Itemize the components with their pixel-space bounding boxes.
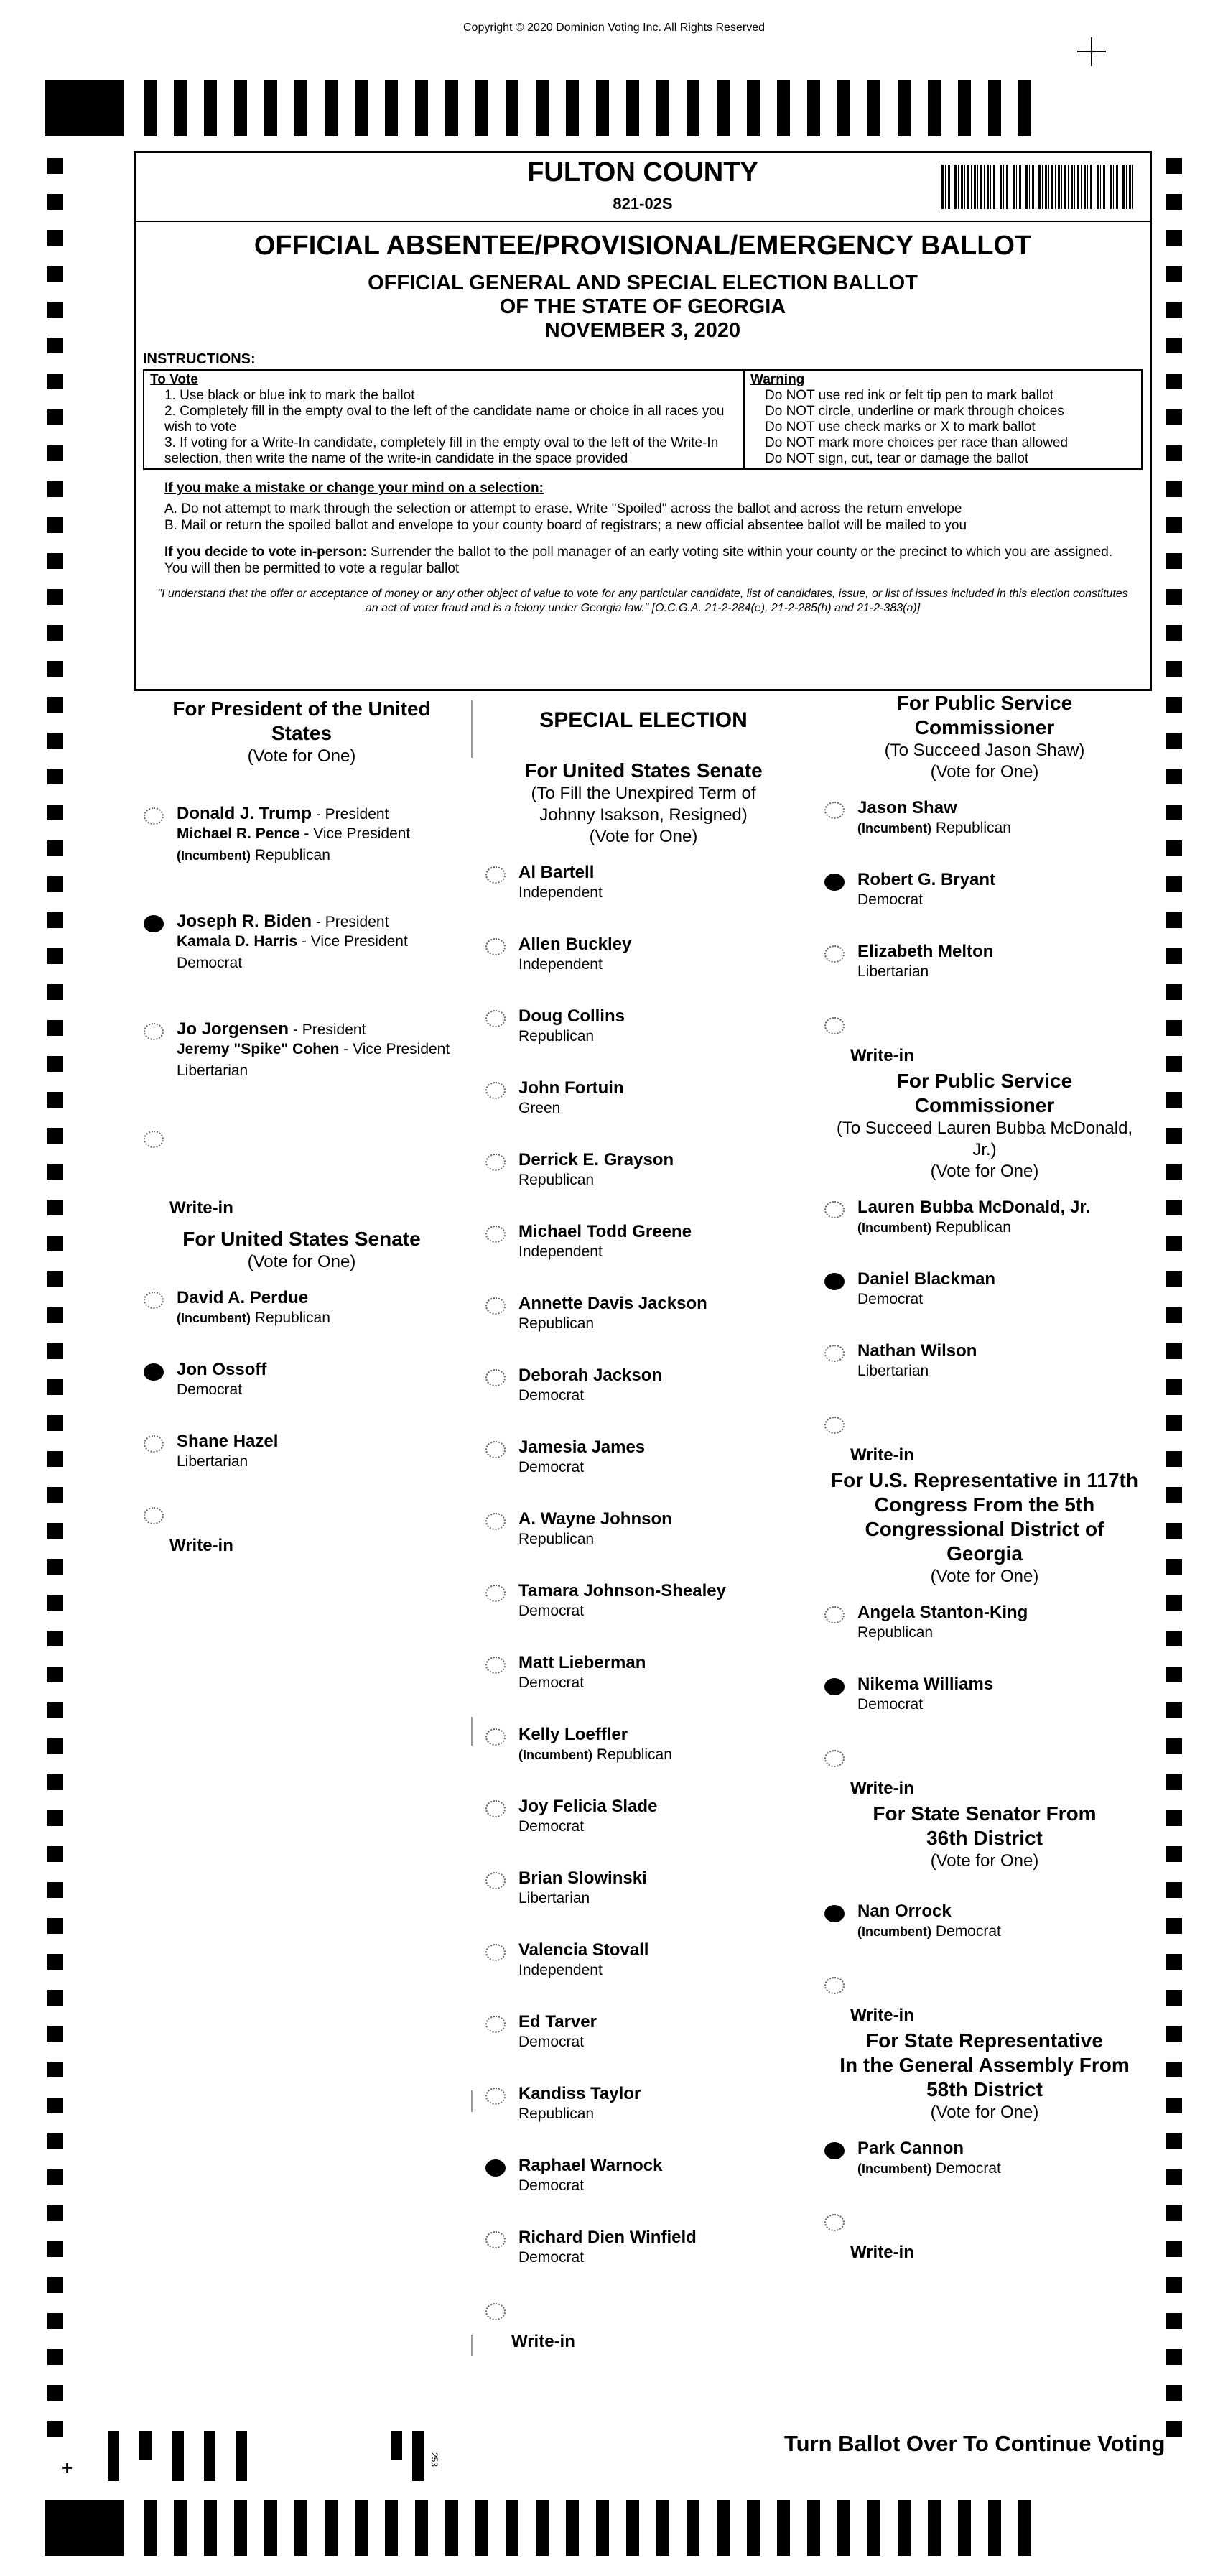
candidate-row[interactable]: Elizabeth Melton Libertarian (824, 940, 1145, 1011)
candidate-row[interactable]: Nikema Williams Democrat (824, 1672, 1145, 1744)
candidate-party: Independent (518, 1243, 603, 1260)
psc2-race-header (824, 1069, 1145, 1182)
candidate-row[interactable]: Jo Jorgensen - President Jeremy "Spike" Cohen - Vice President Libertarian (144, 1017, 460, 1125)
candidate-row[interactable]: Nan Orrock (Incumbent) Democrat (824, 1899, 1145, 1971)
to-vote-step: 1. Use black or blue ink to mark the ballot (164, 388, 415, 403)
writein-row[interactable] (824, 1011, 1145, 1069)
candidate-party: Democrat (518, 2249, 585, 2266)
candidate-name: Al Bartell (518, 863, 595, 882)
writein-label: Write-in (850, 2243, 914, 2262)
vote-oval-filled[interactable] (144, 1363, 164, 1381)
candidate-row[interactable] (485, 1651, 801, 1723)
candidate-name: John Fortuin (518, 1078, 624, 1098)
writein-label: Write-in (850, 1046, 914, 1065)
middle-column (485, 691, 801, 2369)
candidate-name: Elizabeth Melton (857, 942, 994, 961)
candidate-name: Nathan Wilson (857, 1341, 977, 1361)
candidate-row[interactable]: Lauren Bubba McDonald, Jr. (Incumbent) Republican (824, 1195, 1145, 1267)
candidate-row[interactable] (485, 1866, 801, 1938)
candidate-name: Daniel Blackman (857, 1269, 996, 1289)
vote-oval[interactable] (485, 1082, 506, 1099)
candidate-party: Republican (518, 2105, 595, 2122)
candidate-name: Joy Felicia Slade (518, 1797, 658, 1816)
candidate-row[interactable]: Daniel Blackman Democrat (824, 1267, 1145, 1339)
vote-oval[interactable] (144, 1131, 164, 1148)
candidate-name: Kandiss Taylor (518, 2084, 641, 2103)
candidate-name: Nan Orrock (857, 1901, 952, 1921)
vote-oval-filled[interactable] (824, 1273, 845, 1290)
vote-oval[interactable] (485, 1226, 506, 1243)
race-vote-for: (Vote for One) (589, 827, 698, 846)
candidate-row[interactable] (485, 1579, 801, 1651)
candidate-name: David A. Perdue (177, 1288, 309, 1307)
vote-oval[interactable] (485, 1154, 506, 1171)
turn-ballot-over-text: Turn Ballot Over To Continue Voting (784, 2431, 1166, 2456)
candidate-name: Deborah Jackson (518, 1366, 663, 1385)
candidate-name: Joseph R. Biden - President (177, 912, 389, 931)
candidate-name: Matt Lieberman (518, 1653, 646, 1672)
state-rep-race-header (824, 2029, 1145, 2123)
warning-item: Do NOT use red ink or felt tip pen to mark ballot (765, 388, 1053, 403)
legal-notice: "I understand that the offer or acceptance of money or any other object of value to vote for any particular candidate, list of candidates, issue, or list of issues included in this election constitutes an act of voter fraud and is a felony under Georgia law." [O.C.G.A. 21-2-284(e), 21-2-285(h) and 21-2-383(a)] (157, 588, 1128, 614)
candidate-name: Jon Ossoff (177, 1360, 267, 1379)
race-vote-for: (Vote for One) (930, 1567, 1039, 1586)
race-title: Commissioner (914, 716, 1055, 738)
race-subtitle: (To Fill the Unexpired Term of (531, 784, 756, 803)
writein-label: Write-in (850, 2006, 914, 2025)
race-title: For President of the United States (172, 698, 431, 744)
vote-oval[interactable] (485, 1297, 506, 1315)
writein-label: Write-in (169, 1536, 233, 1555)
candidate-name: Ed Tarver (518, 2012, 597, 2031)
candidate-party: Democrat (518, 1603, 585, 1619)
race-title: Congressional District of Georgia (865, 1518, 1104, 1565)
running-mate-name: Michael R. Pence (177, 825, 300, 842)
vote-oval-filled[interactable] (144, 915, 164, 932)
writein-row[interactable] (144, 1501, 460, 1573)
candidate-party: Green (518, 1100, 561, 1116)
to-vote-heading: To Vote (150, 372, 198, 387)
vote-oval-filled[interactable] (485, 2159, 506, 2177)
bottom-code-marks-2 (391, 2431, 439, 2481)
mistake-section (164, 480, 1128, 577)
president-race-header (144, 697, 460, 767)
writein-row[interactable] (824, 1411, 1145, 1468)
warning-item: Do NOT mark more choices per race than allowed (765, 435, 1069, 450)
registration-plus-icon: + (62, 2457, 73, 2478)
candidate-row[interactable] (485, 1938, 801, 2010)
warning-section (745, 371, 1141, 468)
candidate-row[interactable]: Shane Hazel Libertarian (144, 1430, 460, 1501)
candidate-party: Independent (518, 956, 603, 973)
ballot-code: 821-02S (613, 195, 673, 213)
candidate-row[interactable]: Angela Stanton-King Republican (824, 1600, 1145, 1672)
candidate-party: Republican (518, 1172, 595, 1188)
candidate-row[interactable]: Jon Ossoff Democrat (144, 1358, 460, 1430)
candidate-party: Democrat (518, 2177, 585, 2194)
instructions-table (143, 369, 1143, 470)
vote-oval[interactable] (485, 2303, 506, 2320)
candidate-name: Jo Jorgensen - President (177, 1019, 366, 1039)
candidate-party: Republican (518, 1028, 595, 1044)
race-vote-for: (Vote for One) (247, 1252, 356, 1271)
vote-oval-filled[interactable] (824, 2142, 845, 2159)
race-subtitle: (To Succeed Jason Shaw) (884, 741, 1085, 760)
warning-item: Do NOT circle, underline or mark through choices (765, 404, 1064, 419)
vote-oval[interactable] (824, 945, 845, 963)
copyright-notice: Copyright © 2020 Dominion Voting Inc. All Rights Reserved (462, 22, 765, 34)
candidate-row[interactable] (485, 1004, 801, 1076)
race-vote-for: (Vote for One) (930, 2103, 1039, 2122)
vote-oval-filled[interactable] (824, 1678, 845, 1695)
column-divider (471, 1717, 473, 1746)
candidate-name: Robert G. Bryant (857, 870, 996, 889)
side-code: 253 (429, 2452, 439, 2468)
vote-oval[interactable] (824, 1977, 845, 1994)
candidate-name: Brian Slowinski (518, 1868, 647, 1888)
vote-oval[interactable] (144, 1435, 164, 1453)
race-vote-for: (Vote for One) (930, 762, 1039, 782)
vote-oval[interactable] (824, 1345, 845, 1362)
vote-oval[interactable] (485, 2088, 506, 2105)
candidate-party: Democrat (518, 2034, 585, 2050)
candidate-row[interactable] (485, 1723, 801, 1794)
candidate-row[interactable] (485, 932, 801, 1004)
writein-row[interactable] (144, 1125, 460, 1218)
vote-oval[interactable] (824, 1750, 845, 1767)
vote-oval[interactable] (144, 1507, 164, 1524)
vote-oval[interactable] (144, 1292, 164, 1309)
race-title: In the General Assembly From (839, 2054, 1130, 2076)
left-column (144, 691, 460, 1573)
to-vote-section (144, 371, 745, 468)
vote-oval[interactable] (824, 1017, 845, 1034)
candidate-party: Democrat (518, 1674, 585, 1691)
mistake-heading: If you make a mistake or change your mind on a selection: (164, 481, 544, 496)
writein-row[interactable] (824, 1744, 1145, 1802)
vote-oval[interactable] (485, 1513, 506, 1530)
candidate-name: Richard Dien Winfield (518, 2228, 697, 2247)
mistake-b: B. Mail or return the spoiled ballot and envelope to your county board of registrars; a new official absentee ballot will be mailed to you (164, 518, 967, 533)
top-timing-marks (45, 80, 1183, 136)
writein-row[interactable] (824, 2208, 1145, 2266)
writein-label: Write-in (511, 2332, 575, 2351)
race-title: For State Senator From (873, 1802, 1097, 1825)
left-timing-marks (47, 158, 63, 2457)
vote-oval[interactable] (485, 2231, 506, 2248)
vote-oval[interactable] (485, 2016, 506, 2033)
race-subtitle: Johnny Isakson, Resigned) (539, 805, 748, 825)
registration-crosshair-icon (1077, 37, 1106, 66)
race-vote-for: (Vote for One) (930, 1162, 1039, 1181)
writein-row[interactable] (485, 2297, 801, 2369)
candidate-name: Park Cannon (857, 2139, 964, 2158)
candidate-party: Independent (518, 884, 603, 901)
vote-oval[interactable] (144, 807, 164, 825)
vote-oval[interactable] (485, 1728, 506, 1746)
in-person-text: Surrender the ballot to the poll manager of an early voting site within your county or the precinct to which you are assigned. You will then be permitted to vote a regular ballot (164, 545, 1113, 576)
ballot-title: OFFICIAL ABSENTEE/PROVISIONAL/EMERGENCY BALLOT (253, 231, 1032, 261)
candidate-name: Allen Buckley (518, 935, 632, 954)
race-title: 36th District (926, 1827, 1043, 1849)
candidate-name: Shane Hazel (177, 1432, 279, 1451)
bottom-timing-marks (45, 2500, 1183, 2556)
candidate-party: Republican (518, 1315, 595, 1332)
candidate-row[interactable]: Joseph R. Biden - President Kamala D. Harris - Vice President Democrat (144, 909, 460, 1017)
house-race-header (824, 1468, 1145, 1588)
candidate-name: Michael Todd Greene (518, 1222, 692, 1241)
candidate-row[interactable] (485, 2082, 801, 2154)
vote-oval[interactable] (824, 802, 845, 819)
candidate-row[interactable] (485, 2225, 801, 2297)
candidate-party: (Incumbent) Republican (518, 1746, 672, 1763)
right-timing-marks (1166, 158, 1182, 2457)
writein-row[interactable] (824, 1971, 1145, 2029)
candidate-name: Nikema Williams (857, 1674, 994, 1694)
column-divider (471, 2090, 473, 2112)
election-state: OF THE STATE OF GEORGIA (499, 295, 786, 318)
county-name: FULTON COUNTY (527, 157, 758, 187)
candidate-row[interactable] (485, 861, 801, 932)
candidate-row[interactable] (485, 1076, 801, 1148)
race-title: For U.S. Representative in 117th (831, 1469, 1138, 1491)
vote-oval[interactable] (485, 1872, 506, 1889)
warning-item: Do NOT sign, cut, tear or damage the ballot (765, 451, 1029, 466)
candidate-name: Raphael Warnock (518, 2156, 663, 2175)
candidate-row[interactable] (485, 1292, 801, 1363)
vote-oval[interactable] (824, 2214, 845, 2231)
candidate-name: Angela Stanton-King (857, 1603, 1028, 1622)
candidate-row[interactable]: Park Cannon (Incumbent) Democrat (824, 2136, 1145, 2208)
vote-oval-filled[interactable] (824, 874, 845, 891)
candidate-name: Annette Davis Jackson (518, 1294, 707, 1313)
candidate-row[interactable] (485, 1507, 801, 1579)
election-date: NOVEMBER 3, 2020 (544, 319, 741, 342)
writein-label: Write-in (850, 1445, 914, 1465)
race-title: For United States Senate (182, 1228, 421, 1250)
candidate-row[interactable]: Robert G. Bryant Democrat (824, 868, 1145, 940)
candidate-party: Libertarian (518, 1890, 590, 1906)
special-election-header (485, 708, 801, 848)
race-title: For United States Senate (524, 759, 763, 782)
vote-oval[interactable] (144, 1023, 164, 1040)
column-divider (471, 2335, 473, 2356)
race-title: For Public Service (896, 1070, 1073, 1092)
bottom-code-marks (108, 2431, 267, 2481)
candidate-name: Lauren Bubba McDonald, Jr. (857, 1197, 1091, 1217)
vote-oval[interactable] (485, 1585, 506, 1602)
candidate-row[interactable]: Donald J. Trump - President Michael R. Pence - Vice President (Incumbent) Republican (144, 802, 460, 909)
candidate-party: Republican (518, 1531, 595, 1547)
vote-oval[interactable] (485, 1657, 506, 1674)
vote-oval[interactable] (485, 1441, 506, 1458)
candidate-row[interactable] (485, 1435, 801, 1507)
vote-oval[interactable] (485, 866, 506, 884)
candidate-name: Kelly Loeffler (518, 1725, 628, 1744)
candidate-party: Democrat (518, 1387, 585, 1404)
candidate-row[interactable]: Jason Shaw (Incumbent) Republican (824, 796, 1145, 868)
vote-oval-filled[interactable] (824, 1905, 845, 1922)
candidate-name: Donald J. Trump - President (177, 804, 389, 823)
candidate-row[interactable] (485, 2154, 801, 2225)
running-mate-name: Jeremy "Spike" Cohen (177, 1041, 340, 1057)
barcode-image (941, 165, 1135, 209)
race-title: Congress From the 5th (874, 1493, 1095, 1516)
running-mate-name: Kamala D. Harris (177, 933, 298, 950)
candidate-row[interactable]: Nathan Wilson Libertarian (824, 1339, 1145, 1411)
senate-race-header (144, 1227, 460, 1273)
race-title: 58th District (926, 2078, 1043, 2100)
race-vote-for: (Vote for One) (247, 746, 356, 766)
vote-oval[interactable] (485, 1010, 506, 1027)
candidate-party: Democrat (518, 1818, 585, 1835)
warning-item: Do NOT use check marks or X to mark ballot (765, 420, 1036, 435)
candidate-row[interactable] (485, 1148, 801, 1220)
candidate-row[interactable] (485, 1363, 801, 1435)
mistake-a: A. Do not attempt to mark through the selection or attempt to erase. Write "Spoiled" across the ballot and across the return envelope (164, 501, 962, 516)
psc1-race-header (824, 691, 1145, 783)
vote-oval[interactable] (824, 1606, 845, 1623)
race-title: Commissioner (914, 1094, 1055, 1116)
candidate-row[interactable] (485, 1794, 801, 1866)
warning-heading: Warning (750, 372, 805, 387)
vote-oval[interactable] (824, 1417, 845, 1434)
vote-oval[interactable] (485, 1944, 506, 1961)
candidate-name: Valencia Stovall (518, 1940, 649, 1960)
candidate-row[interactable]: David A. Perdue (Incumbent) Republican (144, 1286, 460, 1358)
candidate-row[interactable] (485, 2010, 801, 2082)
race-title: For Public Service (896, 692, 1073, 714)
candidate-party: Independent (518, 1962, 603, 1978)
instructions-label: INSTRUCTIONS: (143, 351, 256, 367)
candidate-name: Jamesia James (518, 1437, 646, 1457)
vote-oval[interactable] (824, 1201, 845, 1218)
candidate-name: Jason Shaw (857, 798, 957, 817)
candidate-name: Derrick E. Grayson (518, 1150, 674, 1169)
vote-oval[interactable] (485, 1800, 506, 1817)
column-divider (471, 700, 473, 758)
election-title: OFFICIAL GENERAL AND SPECIAL ELECTION BALLOT (368, 272, 918, 295)
candidate-name: Doug Collins (518, 1006, 625, 1026)
special-election-heading: SPECIAL ELECTION (539, 708, 748, 732)
candidate-party: Democrat (518, 1459, 585, 1475)
race-subtitle: (To Succeed Lauren Bubba McDonald, Jr.) (836, 1118, 1133, 1159)
race-vote-for: (Vote for One) (930, 1851, 1039, 1871)
candidate-name: A. Wayne Johnson (518, 1509, 672, 1529)
writein-label: Write-in (850, 1779, 914, 1798)
vote-oval[interactable] (485, 938, 506, 955)
race-title: For State Representative (866, 2029, 1103, 2052)
candidate-row[interactable] (485, 1220, 801, 1292)
state-senate-race-header (824, 1802, 1145, 1872)
candidate-name: Tamara Johnson-Shealey (518, 1581, 726, 1600)
to-vote-step: 2. Completely fill in the empty oval to the left of the candidate name or choice in all races you wish to vote (164, 404, 725, 435)
ballot-header (134, 151, 1152, 691)
to-vote-step: 3. If voting for a Write-In candidate, completely fill in the empty oval to the left of the Write-In selection, then write the name of the write-in candidate in the space provided (164, 435, 719, 466)
right-column (824, 691, 1145, 2266)
in-person-heading: If you decide to vote in-person: (164, 545, 367, 560)
writein-label: Write-in (169, 1198, 233, 1218)
vote-oval[interactable] (485, 1369, 506, 1386)
